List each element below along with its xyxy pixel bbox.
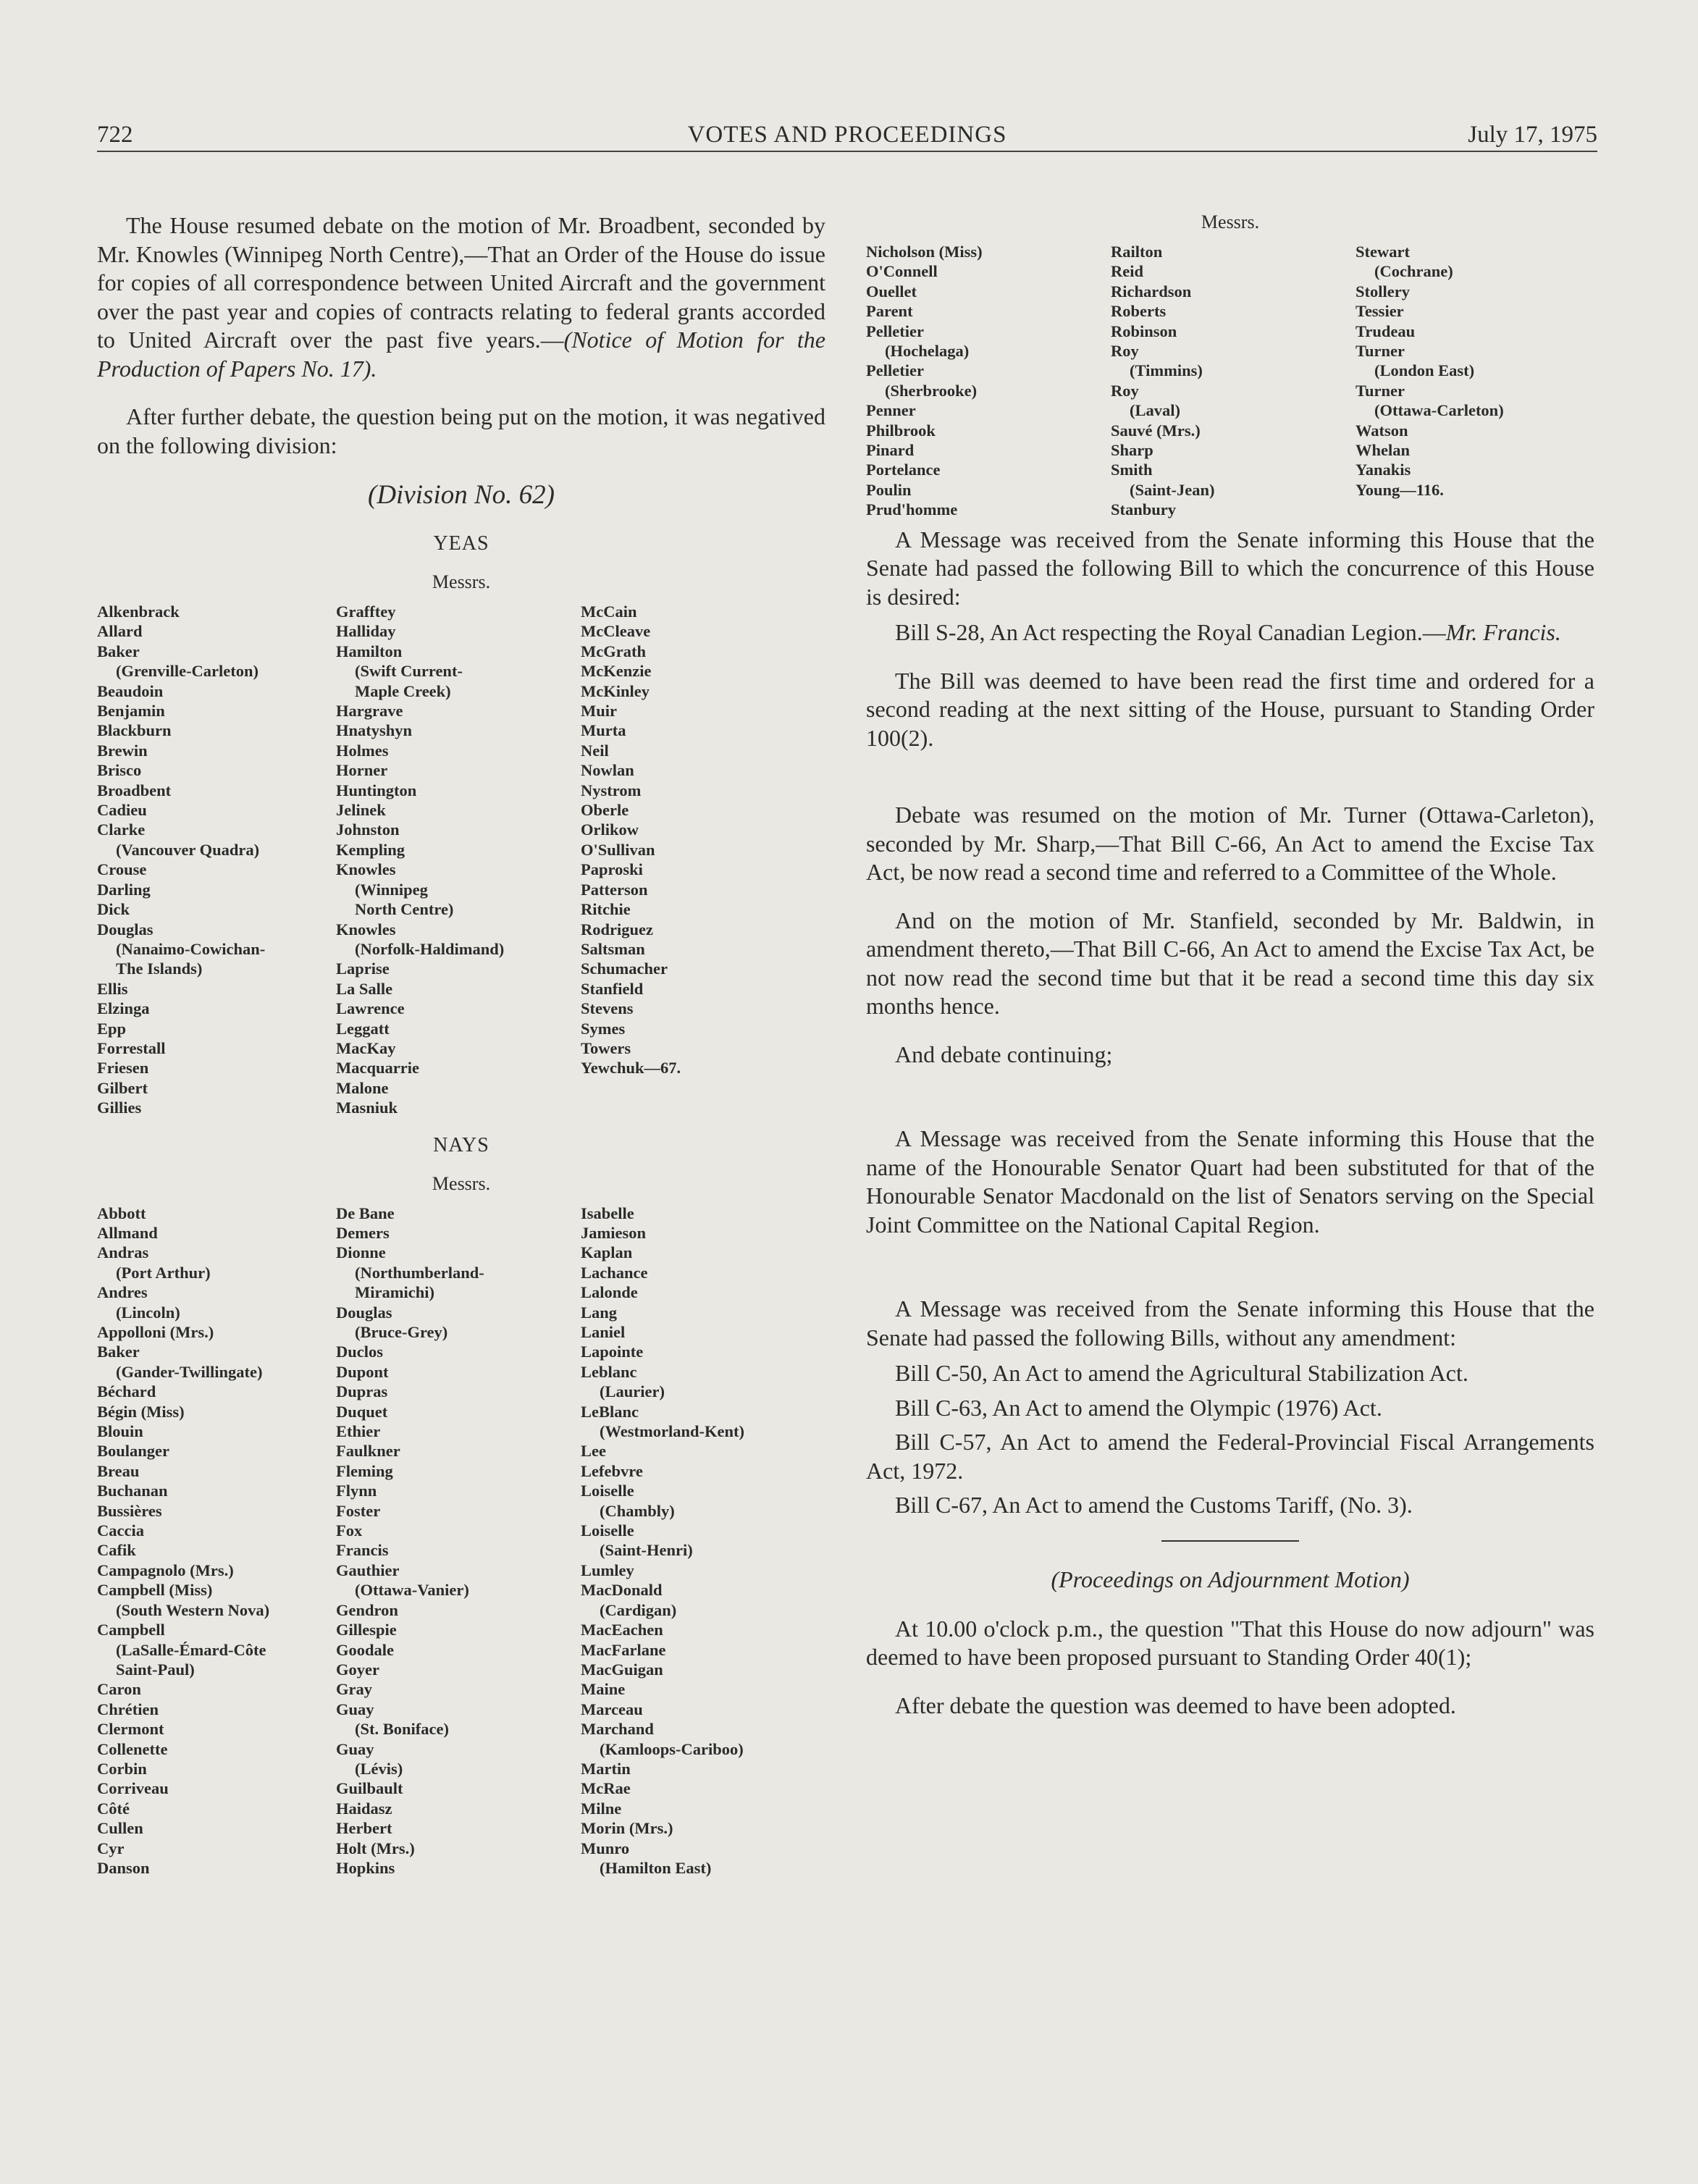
- member-name: Epp: [97, 1019, 127, 1038]
- member-name: Allard: [97, 622, 143, 641]
- member-name: Dick: [97, 900, 130, 919]
- member-name: Kempling: [336, 840, 405, 859]
- member-name: Forrestall: [97, 1038, 166, 1057]
- member-name: Hnatyshyn: [336, 721, 413, 740]
- member-name: Flynn: [336, 1482, 377, 1500]
- member-riding: (Saint-Henri): [600, 1541, 693, 1560]
- member-name: Hamilton: [336, 642, 403, 660]
- member-name: Leggatt: [336, 1019, 390, 1038]
- nays-continued-column-2: [1111, 242, 1356, 520]
- member-name: MacKay: [336, 1038, 396, 1057]
- member-riding: (Port Arthur): [116, 1263, 211, 1282]
- member-name: Beaudoin: [97, 681, 164, 700]
- member-name: Douglas: [336, 1303, 392, 1322]
- member-name: Lefebvre: [581, 1461, 643, 1480]
- member-riding: (Northumberland-: [355, 1263, 484, 1282]
- member-name: Broadbent: [97, 781, 172, 799]
- member-name: Demers: [336, 1223, 390, 1242]
- member-name: Huntington: [336, 781, 417, 799]
- senate-message-substitution: A Message was received from the Senate informing this House that the name of the Honourable Senator Quart had been substituted for that of the Honourable Senator Macdonald on the list of Senators serving on the Special Joint Committee on the National Capital Region.: [866, 1125, 1594, 1238]
- member-name: Blouin: [97, 1422, 143, 1441]
- member-name: McRae: [581, 1779, 631, 1798]
- member-name: Jelinek: [336, 801, 386, 820]
- adjournment-result: After debate the question was deemed to have been adopted.: [895, 1692, 1456, 1718]
- member-name: MacDonald: [581, 1581, 663, 1600]
- member-name: Buchanan: [97, 1482, 168, 1500]
- member-name: Guay: [336, 1700, 374, 1718]
- member-name: Pelletier: [866, 322, 924, 340]
- member-name: Oberle: [581, 801, 629, 820]
- member-name: Goyer: [336, 1660, 379, 1679]
- member-name: Trudeau: [1356, 322, 1416, 340]
- member-name: Ouellet: [866, 282, 917, 301]
- member-name: Masniuk: [336, 1099, 398, 1117]
- member-name: Alkenbrack: [97, 602, 180, 621]
- member-riding: (Laval): [1130, 401, 1180, 420]
- member-name: Lalonde: [581, 1283, 638, 1302]
- member-name: Smith: [1111, 461, 1153, 479]
- member-name: Dupont: [336, 1362, 389, 1381]
- member-name: Bégin (Miss): [97, 1402, 185, 1421]
- member-name: Cadieu: [97, 801, 147, 820]
- member-name: Portelance: [866, 461, 941, 479]
- member-name: Prud'homme: [866, 500, 958, 519]
- member-name: Gillies: [97, 1099, 142, 1117]
- member-name: McKenzie: [581, 662, 652, 681]
- page-header: [97, 122, 1597, 152]
- member-name: McKinley: [581, 681, 650, 700]
- member-name: Sharp: [1111, 441, 1153, 460]
- member-name: Malone: [336, 1078, 389, 1097]
- bill-s28-text: Bill S-28, An Act respecting the Royal Canadian Legion.—: [895, 619, 1446, 646]
- member-name: Benjamin: [97, 702, 165, 721]
- member-name: Yanakis: [1356, 461, 1411, 479]
- member-riding: (Hochelaga): [885, 342, 970, 361]
- member-name: Andras: [97, 1243, 149, 1262]
- member-name: McGrath: [581, 642, 646, 660]
- right-column: [866, 211, 1594, 1739]
- member-name: McCain: [581, 602, 637, 621]
- member-name: Cyr: [97, 1839, 125, 1857]
- member-name: Nystrom: [581, 781, 642, 799]
- member-name: Roy: [1111, 381, 1139, 400]
- member-name: Dionne: [336, 1243, 386, 1262]
- member-name: Robinson: [1111, 322, 1177, 340]
- member-name: Symes: [581, 1019, 626, 1038]
- member-name: Cafik: [97, 1541, 136, 1560]
- member-name: Milne: [581, 1799, 622, 1818]
- debate-continuing: And debate continuing;: [895, 1041, 1113, 1067]
- division-intro: After further debate, the question being put on the motion, it was negatived on the following division:: [97, 403, 825, 458]
- running-title: VOTES AND PROCEEDINGS: [687, 122, 1007, 148]
- motion-paragraph: [97, 211, 825, 383]
- member-name: Reid: [1111, 262, 1143, 281]
- member-name: Grafftey: [336, 602, 396, 621]
- member-name: Campbell (Miss): [97, 1581, 213, 1600]
- member-name: Fleming: [336, 1461, 393, 1480]
- member-riding: (Cardigan): [600, 1600, 677, 1619]
- yeas-messrs: Messrs.: [432, 571, 491, 592]
- member-name: Lachance: [581, 1263, 648, 1282]
- bill-s28: [866, 618, 1594, 647]
- member-name: Marchand: [581, 1720, 654, 1739]
- member-name: Stanfield: [581, 979, 644, 998]
- member-name: Haidasz: [336, 1799, 392, 1818]
- member-riding: (Norfolk-Haldimand): [355, 939, 505, 958]
- member-name: Parent: [866, 302, 913, 321]
- member-name: La Salle: [336, 979, 393, 998]
- member-name: Marceau: [581, 1700, 643, 1718]
- section-divider: [1161, 1540, 1299, 1542]
- member-name: Johnston: [336, 820, 400, 839]
- member-riding: (Bruce-Grey): [355, 1323, 448, 1341]
- member-name: Corriveau: [97, 1779, 169, 1798]
- adjournment-heading: (Proceedings on Adjournment Motion): [1051, 1566, 1410, 1592]
- member-name: Watson: [1356, 421, 1408, 440]
- member-name: Pelletier: [866, 361, 924, 380]
- member-name: Saltsman: [581, 939, 645, 958]
- member-name: MacFarlane: [581, 1640, 666, 1659]
- nays-continued-column-1: [866, 242, 1111, 520]
- member-name: Turner: [1356, 342, 1405, 361]
- member-name: Blackburn: [97, 721, 172, 740]
- member-name: Young—116.: [1356, 480, 1444, 499]
- member-name: Cullen: [97, 1819, 143, 1838]
- nays-column-1: [97, 1204, 336, 1878]
- member-name: Ritchie: [581, 900, 631, 919]
- member-name: Roy: [1111, 342, 1139, 361]
- member-name: MacEachen: [581, 1621, 663, 1639]
- member-name: Knowles: [336, 920, 396, 938]
- member-riding: (Nanaimo-Cowichan-: [116, 939, 266, 958]
- member-name: Abbott: [97, 1204, 146, 1222]
- member-name: Schumacher: [581, 959, 668, 978]
- member-name: Isabelle: [581, 1204, 634, 1222]
- member-name: Holt (Mrs.): [336, 1839, 415, 1857]
- member-riding: (Ottawa-Vanier): [355, 1581, 469, 1600]
- member-name: Duclos: [336, 1343, 384, 1361]
- member-riding: Miramichi): [355, 1283, 434, 1302]
- motion-notice-reference: (Notice of Motion for the Production of Papers No. 17).: [97, 327, 826, 382]
- member-riding: (Vancouver Quadra): [116, 840, 260, 859]
- member-name: Stevens: [581, 999, 634, 1018]
- left-column: [97, 211, 825, 1878]
- member-riding: (Westmorland-Kent): [600, 1422, 744, 1441]
- member-name: McCleave: [581, 622, 651, 641]
- bill-s28-sponsor: Mr. Francis.: [1445, 619, 1561, 646]
- bill-c57: Bill C-57, An Act to amend the Federal-Provincial Fiscal Arrangements Act, 1972.: [866, 1429, 1594, 1484]
- member-name: Guilbault: [336, 1779, 403, 1798]
- member-name: Knowles: [336, 860, 396, 879]
- member-name: Railton: [1111, 243, 1163, 261]
- member-name: Breau: [97, 1461, 140, 1480]
- member-name: Côté: [97, 1799, 130, 1818]
- member-name: Crouse: [97, 860, 147, 879]
- member-name: Douglas: [97, 920, 154, 938]
- debate-resumed: Debate was resumed on the motion of Mr. Turner (Ottawa-Carleton), seconded by Mr. Sharp,—That Bill C-66, An Act to amend the Excise Tax Act, be now read a second time and referred to a Committee of the Whole.: [866, 802, 1594, 886]
- member-name: Loiselle: [581, 1521, 634, 1540]
- member-name: Turner: [1356, 381, 1405, 400]
- member-name: Yewchuk—67.: [581, 1059, 681, 1078]
- member-name: Stanbury: [1111, 500, 1177, 519]
- member-name: Neil: [581, 741, 609, 760]
- nays-continued-column-3: [1356, 242, 1504, 520]
- yeas-column-2: [336, 602, 581, 1118]
- member-name: Caron: [97, 1680, 141, 1699]
- member-riding: (Chambly): [600, 1501, 675, 1520]
- nays-continued-list: [866, 242, 1594, 520]
- bill-c50: Bill C-50, An Act to amend the Agricultural Stabilization Act.: [895, 1360, 1468, 1387]
- member-name: Orlikow: [581, 820, 639, 839]
- member-name: Gray: [336, 1680, 372, 1699]
- member-riding: The Islands): [116, 959, 203, 978]
- member-name: Tessier: [1356, 302, 1404, 321]
- member-name: Fox: [336, 1521, 363, 1540]
- member-name: Lumley: [581, 1561, 634, 1579]
- member-name: Collenette: [97, 1739, 168, 1758]
- yeas-heading: YEAS: [433, 532, 489, 555]
- member-name: Maine: [581, 1680, 626, 1699]
- member-riding: (Winnipeg: [355, 880, 428, 899]
- member-name: Darling: [97, 880, 151, 899]
- member-name: Gauthier: [336, 1561, 400, 1579]
- member-name: O'Connell: [866, 262, 938, 281]
- member-name: Towers: [581, 1038, 631, 1057]
- senate-message-bills: A Message was received from the Senate informing this House that the Senate had passed the following Bills, without any amendment:: [866, 1295, 1594, 1351]
- division-heading: (Division No. 62): [368, 480, 555, 510]
- member-name: Loiselle: [581, 1482, 634, 1500]
- member-riding: (Kamloops-Cariboo): [600, 1739, 744, 1758]
- nays-list: [97, 1204, 825, 1878]
- member-riding: Maple Creek): [355, 681, 451, 700]
- member-name: Elzinga: [97, 999, 150, 1018]
- member-name: Herbert: [336, 1819, 392, 1838]
- member-riding: (LaSalle-Émard-Côte: [116, 1640, 266, 1659]
- member-name: Faulkner: [336, 1442, 400, 1461]
- member-name: Clarke: [97, 820, 146, 839]
- member-name: Laprise: [336, 959, 390, 978]
- member-name: Hopkins: [336, 1858, 395, 1877]
- member-name: Boulanger: [97, 1442, 170, 1461]
- member-riding: (Lincoln): [116, 1303, 180, 1322]
- member-riding: (Hamilton East): [600, 1858, 712, 1877]
- member-riding: (London East): [1374, 361, 1475, 380]
- yeas-column-1: [97, 602, 336, 1118]
- member-name: Guay: [336, 1739, 374, 1758]
- member-name: Martin: [581, 1759, 631, 1778]
- member-name: Gilbert: [97, 1078, 148, 1097]
- member-name: Lawrence: [336, 999, 405, 1018]
- member-name: Poulin: [866, 480, 912, 499]
- member-riding: (Laurier): [600, 1382, 665, 1401]
- header-date: July 17, 1975: [1468, 122, 1597, 148]
- member-riding: North Centre): [355, 900, 454, 919]
- member-name: Laniel: [581, 1323, 626, 1341]
- member-name: Gillespie: [336, 1621, 397, 1639]
- member-riding: (Grenville-Carleton): [116, 662, 259, 681]
- member-name: Dupras: [336, 1382, 388, 1401]
- member-name: Murta: [581, 721, 626, 740]
- member-name: De Bane: [336, 1204, 395, 1222]
- member-riding: Saint-Paul): [116, 1660, 195, 1679]
- member-name: Pinard: [866, 441, 915, 460]
- member-name: Campagnolo (Mrs.): [97, 1561, 234, 1579]
- member-name: Appolloni (Mrs.): [97, 1323, 214, 1341]
- member-name: Duquet: [336, 1402, 388, 1421]
- member-name: Danson: [97, 1858, 150, 1877]
- member-name: Rodriguez: [581, 920, 653, 938]
- member-name: Roberts: [1111, 302, 1167, 321]
- member-name: Horner: [336, 761, 388, 780]
- member-name: Lang: [581, 1303, 618, 1322]
- member-name: Baker: [97, 1343, 140, 1361]
- member-name: Corbin: [97, 1759, 147, 1778]
- member-riding: (St. Boniface): [355, 1720, 449, 1739]
- member-name: O'Sullivan: [581, 840, 655, 859]
- member-name: Campbell: [97, 1621, 165, 1639]
- member-name: Foster: [336, 1501, 381, 1520]
- member-name: Allmand: [97, 1223, 158, 1242]
- member-name: Béchard: [97, 1382, 156, 1401]
- member-riding: (Gander-Twillingate): [116, 1362, 263, 1381]
- member-name: Holmes: [336, 741, 389, 760]
- nays-continued-messrs: Messrs.: [1201, 211, 1260, 232]
- nays-column-2: [336, 1204, 581, 1878]
- member-name: Penner: [866, 401, 916, 420]
- member-name: Halliday: [336, 622, 396, 641]
- member-name: Morin (Mrs.): [581, 1819, 673, 1838]
- member-name: Brewin: [97, 741, 148, 760]
- member-name: Paproski: [581, 860, 643, 879]
- yeas-column-3: [581, 602, 681, 1118]
- member-name: Andres: [97, 1283, 148, 1302]
- bill-c67: Bill C-67, An Act to amend the Customs Tariff, (No. 3).: [895, 1492, 1413, 1519]
- senate-message-bill: A Message was received from the Senate informing this House that the Senate had passed the following Bill to which the concurrence of this House is desired:: [866, 526, 1594, 610]
- member-riding: (Sherbrooke): [885, 381, 978, 400]
- member-name: Chrétien: [97, 1700, 159, 1718]
- member-name: Gendron: [336, 1600, 398, 1619]
- member-name: Whelan: [1356, 441, 1411, 460]
- member-riding: (Ottawa-Carleton): [1374, 401, 1504, 420]
- bill-deemed-read: The Bill was deemed to have been read the first time and ordered for a second reading at the next sitting of the House, pursuant to Standing Order 100(2).: [866, 667, 1594, 751]
- member-name: LeBlanc: [581, 1402, 639, 1421]
- member-name: Brisco: [97, 761, 142, 780]
- member-riding: (Timmins): [1130, 361, 1203, 380]
- nays-messrs: Messrs.: [432, 1172, 491, 1194]
- motion-text: The House resumed debate on the motion of Mr. Broadbent, seconded by Mr. Knowles (Winnipeg North Centre),—That an Order of the House do issue for copies of all correspondence between United Aircraft and the government over the past year and copies of contracts relating to federal grants accorded to United Aircraft over the past five years.—: [97, 212, 825, 353]
- member-name: Friesen: [97, 1059, 149, 1078]
- member-name: Bussières: [97, 1501, 162, 1520]
- member-riding: (South Western Nova): [116, 1600, 270, 1619]
- member-riding: (Cochrane): [1374, 262, 1453, 281]
- member-name: Muir: [581, 702, 617, 721]
- nays-column-3: [581, 1204, 744, 1878]
- bill-c63: Bill C-63, An Act to amend the Olympic (1976) Act.: [895, 1394, 1382, 1421]
- member-name: Baker: [97, 642, 140, 660]
- member-name: Kaplan: [581, 1243, 633, 1262]
- member-name: Sauvé (Mrs.): [1111, 421, 1201, 440]
- member-name: Caccia: [97, 1521, 144, 1540]
- member-riding: (Saint-Jean): [1130, 480, 1215, 499]
- member-name: Philbrook: [866, 421, 936, 440]
- member-name: Nowlan: [581, 761, 634, 780]
- member-name: Patterson: [581, 880, 648, 899]
- member-name: MacGuigan: [581, 1660, 663, 1679]
- member-name: Leblanc: [581, 1362, 637, 1381]
- member-name: Munro: [581, 1839, 630, 1857]
- member-name: Jamieson: [581, 1223, 646, 1242]
- member-name: Goodale: [336, 1640, 395, 1659]
- member-riding: (Lévis): [355, 1759, 403, 1778]
- adjournment-text: At 10.00 o'clock p.m., the question "That this House do now adjourn" was deemed to have been proposed pursuant to Standing Order 40(1);: [866, 1615, 1594, 1671]
- member-name: Stewart: [1356, 243, 1410, 261]
- member-name: Ethier: [336, 1422, 381, 1441]
- member-name: Lee: [581, 1442, 606, 1461]
- member-name: Stollery: [1356, 282, 1410, 301]
- member-name: Ellis: [97, 979, 128, 998]
- amendment-motion: And on the motion of Mr. Stanfield, seconded by Mr. Baldwin, in amendment thereto,—That Bill C-66, An Act to amend the Excise Tax Act, be not now read the second time but that it be read a second time this day six months hence.: [866, 907, 1594, 1020]
- page-number: 722: [97, 122, 133, 148]
- member-name: Francis: [336, 1541, 389, 1560]
- member-name: Macquarrie: [336, 1059, 419, 1078]
- member-name: Nicholson (Miss): [866, 243, 983, 261]
- member-name: Clermont: [97, 1720, 164, 1739]
- member-name: Lapointe: [581, 1343, 644, 1361]
- nays-heading: NAYS: [433, 1133, 489, 1156]
- member-name: Richardson: [1111, 282, 1192, 301]
- member-name: Hargrave: [336, 702, 403, 721]
- yeas-list: [97, 602, 825, 1118]
- member-riding: (Swift Current-: [355, 662, 463, 681]
